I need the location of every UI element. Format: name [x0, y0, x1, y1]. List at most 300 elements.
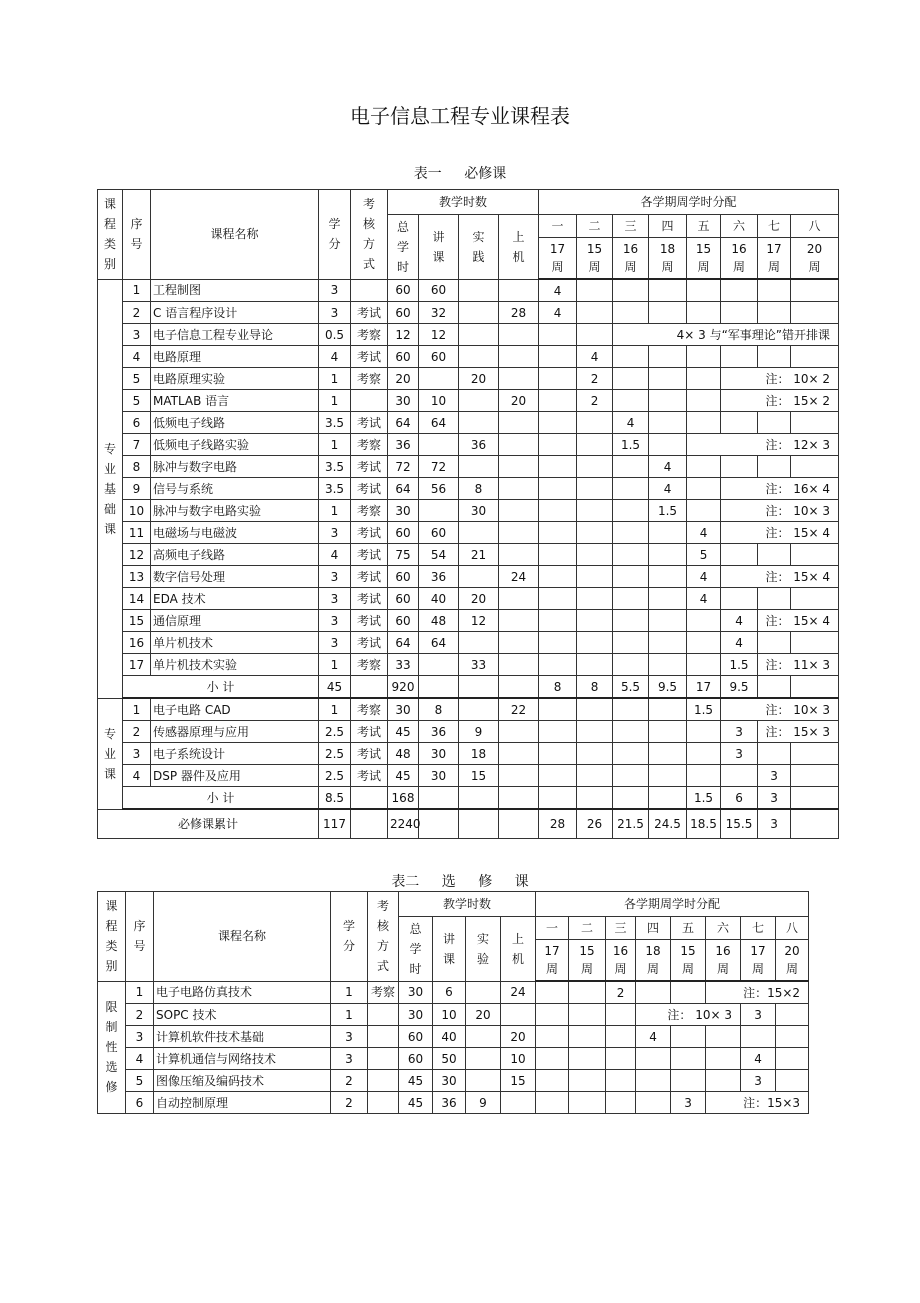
course-row	[98, 743, 839, 765]
header-weeks	[649, 238, 687, 280]
semester-note: 注： 11× 3	[758, 654, 839, 676]
course-exam: 考察	[351, 324, 388, 346]
semester-hours-8	[776, 1070, 809, 1092]
header-row	[98, 892, 809, 917]
semester-hours-2	[577, 324, 613, 346]
semester-hours-7	[758, 346, 791, 368]
course-computer-hours	[499, 434, 539, 456]
header-practice-text: 实践	[472, 229, 485, 264]
semester-hours-3	[613, 500, 649, 522]
course-seq: 2	[123, 721, 151, 743]
empty	[459, 787, 499, 810]
semester-hours-7	[758, 456, 791, 478]
semester-hours-1	[539, 368, 577, 390]
semester-hours-1	[539, 346, 577, 368]
course-exam: 考察	[368, 981, 399, 1004]
header-semester: 四	[636, 917, 671, 940]
course-computer-hours	[499, 743, 539, 765]
semester-hours-5	[687, 743, 721, 765]
semester-hours-6: 4	[721, 632, 758, 654]
course-practice-hours	[466, 981, 501, 1004]
semester-hours-1	[539, 765, 577, 787]
empty	[419, 809, 459, 839]
course-row	[98, 632, 839, 654]
header-seq	[126, 892, 154, 982]
course-computer-hours: 28	[499, 302, 539, 324]
semester-hours-3	[613, 368, 649, 390]
semester-hours-2: 2	[577, 368, 613, 390]
header-credit	[319, 190, 351, 280]
header-seq	[123, 190, 151, 280]
header-exam-text: 考核方式	[376, 899, 389, 974]
course-computer-hours	[499, 279, 539, 302]
course-lecture-hours	[419, 654, 459, 676]
semester-hours-4	[649, 765, 687, 787]
header-weeks-text: 20周	[806, 242, 823, 274]
course-lecture-hours: 60	[419, 346, 459, 368]
course-exam: 考察	[351, 698, 388, 721]
header-semester: 五	[687, 215, 721, 238]
course-total-hours: 60	[388, 279, 419, 302]
course-exam: 考试	[351, 721, 388, 743]
course-total-hours: 20	[388, 368, 419, 390]
course-credit: 1	[331, 981, 368, 1004]
course-exam: 考试	[351, 478, 388, 500]
semester-hours-7	[758, 743, 791, 765]
semester-hours-5	[687, 302, 721, 324]
course-seq: 1	[123, 698, 151, 721]
course-name: MATLAB 语言	[151, 390, 319, 412]
course-credit: 1	[319, 368, 351, 390]
semester-hours-1	[539, 566, 577, 588]
course-total-hours: 60	[388, 522, 419, 544]
semester-hours-5	[671, 1026, 706, 1048]
course-row	[98, 544, 839, 566]
header-practice	[459, 215, 499, 280]
course-row	[98, 279, 839, 302]
semester-hours-2	[569, 981, 606, 1004]
semester-hours-4	[649, 522, 687, 544]
semester-note: 注： 15× 4	[721, 566, 839, 588]
semester-note: 注：15×3	[706, 1092, 809, 1114]
course-practice-hours	[459, 566, 499, 588]
semester-note: 注： 12× 3	[687, 434, 839, 456]
header-semester: 四	[649, 215, 687, 238]
course-computer-hours: 22	[499, 698, 539, 721]
course-total-hours: 60	[388, 346, 419, 368]
course-exam: 考试	[351, 632, 388, 654]
semester-hours-7	[758, 279, 791, 302]
semester-hours-2	[577, 522, 613, 544]
header-weeks	[539, 238, 577, 280]
course-practice-hours: 20	[459, 588, 499, 610]
course-name: 计算机软件技术基础	[154, 1026, 331, 1048]
header-weeks-text: 20周	[784, 944, 800, 976]
semester-hours-6	[721, 279, 758, 302]
header-weeks	[687, 238, 721, 280]
semester-hours-1	[539, 610, 577, 632]
semester-hours-7	[758, 588, 791, 610]
semester-hours-3	[613, 743, 649, 765]
header-weeks	[606, 940, 636, 982]
course-practice-hours: 18	[459, 743, 499, 765]
course-practice-hours	[459, 279, 499, 302]
header-weeks	[721, 238, 758, 280]
semester-hours-2	[577, 302, 613, 324]
course-exam: 考试	[351, 765, 388, 787]
semester-hours-8	[791, 279, 839, 302]
course-total-hours: 64	[388, 632, 419, 654]
course-total-hours: 30	[399, 981, 433, 1004]
semester-note: 注： 15× 4	[721, 522, 839, 544]
empty	[419, 676, 459, 699]
course-credit: 3	[319, 566, 351, 588]
semester-hours-2	[569, 1048, 606, 1070]
semester-hours-5: 1.5	[687, 787, 721, 810]
course-total-hours: 30	[388, 500, 419, 522]
semester-hours-1	[536, 1004, 569, 1026]
semester-hours-2: 26	[577, 809, 613, 839]
semester-hours-4	[636, 1070, 671, 1092]
course-lecture-hours: 40	[433, 1026, 466, 1048]
course-exam: 考试	[351, 522, 388, 544]
course-lecture-hours: 54	[419, 544, 459, 566]
semester-hours-2	[577, 478, 613, 500]
course-lecture-hours: 30	[433, 1070, 466, 1092]
course-category	[98, 981, 126, 1114]
semester-hours-6	[706, 1048, 741, 1070]
semester-hours-6: 6	[721, 787, 758, 810]
header-weeks-text: 16周	[731, 242, 747, 274]
header-weeks	[741, 940, 776, 982]
course-name: 计算机通信与网络技术	[154, 1048, 331, 1070]
semester-note: 注： 10× 3	[721, 698, 839, 721]
course-row	[98, 434, 839, 456]
course-name: EDA 技术	[151, 588, 319, 610]
course-seq: 13	[123, 566, 151, 588]
semester-hours-7	[758, 676, 791, 699]
header-semester: 六	[706, 917, 741, 940]
semester-hours-4	[649, 368, 687, 390]
semester-hours-1	[539, 632, 577, 654]
course-computer-hours	[499, 368, 539, 390]
course-name: 低频电子线路实验	[151, 434, 319, 456]
header-semester: 八	[776, 917, 809, 940]
course-row	[98, 522, 839, 544]
header-exam	[368, 892, 399, 982]
course-name: 数字信号处理	[151, 566, 319, 588]
semester-hours-1: 8	[539, 676, 577, 699]
semester-hours-6	[721, 588, 758, 610]
empty	[499, 787, 539, 810]
course-lecture-hours: 8	[419, 698, 459, 721]
course-exam	[368, 1070, 399, 1092]
course-name: 信号与系统	[151, 478, 319, 500]
subtotal-total-hours: 920	[388, 676, 419, 699]
course-row	[98, 981, 809, 1004]
semester-hours-4	[649, 279, 687, 302]
semester-hours-7: 3	[758, 765, 791, 787]
semester-hours-1	[539, 698, 577, 721]
course-total-hours: 30	[388, 698, 419, 721]
header-semester-group: 各学期周学时分配	[539, 190, 839, 215]
header-computer	[499, 215, 539, 280]
semester-hours-7	[758, 632, 791, 654]
semester-hours-6	[721, 302, 758, 324]
semester-hours-1	[539, 522, 577, 544]
course-credit: 1	[319, 698, 351, 721]
header-semester: 二	[577, 215, 613, 238]
course-lecture-hours	[419, 434, 459, 456]
semester-hours-1	[539, 721, 577, 743]
grand-total-row	[98, 809, 839, 839]
semester-hours-4: 24.5	[649, 809, 687, 839]
semester-hours-2: 2	[577, 390, 613, 412]
semester-hours-6	[706, 1026, 741, 1048]
course-row	[98, 324, 839, 346]
course-credit: 3	[331, 1048, 368, 1070]
course-row	[98, 1070, 809, 1092]
empty	[459, 809, 499, 839]
header-semester: 七	[758, 215, 791, 238]
semester-hours-3	[613, 721, 649, 743]
course-exam: 考察	[351, 654, 388, 676]
course-practice-hours: 30	[459, 500, 499, 522]
course-computer-hours: 15	[501, 1070, 536, 1092]
course-name: 电磁场与电磁波	[151, 522, 319, 544]
course-computer-hours: 24	[501, 981, 536, 1004]
subtotal-row	[98, 787, 839, 810]
header-seq-text: 序号	[130, 217, 143, 252]
semester-hours-8	[791, 456, 839, 478]
course-total-hours: 45	[399, 1070, 433, 1092]
header-lecture	[433, 917, 466, 982]
course-total-hours: 45	[399, 1092, 433, 1114]
semester-hours-1	[539, 324, 577, 346]
semester-note: 注： 15× 2	[721, 390, 839, 412]
course-row	[98, 698, 839, 721]
header-category-text: 课程类别	[103, 197, 116, 272]
header-computer	[501, 917, 536, 982]
course-exam: 考试	[351, 743, 388, 765]
header-category	[98, 892, 126, 982]
course-total-hours: 60	[399, 1048, 433, 1070]
course-computer-hours	[499, 500, 539, 522]
course-seq: 5	[126, 1070, 154, 1092]
course-total-hours: 33	[388, 654, 419, 676]
empty	[459, 676, 499, 699]
semester-hours-6: 1.5	[721, 654, 758, 676]
semester-hours-7	[758, 302, 791, 324]
semester-hours-5	[687, 279, 721, 302]
course-lecture-hours: 60	[419, 279, 459, 302]
header-category	[98, 190, 123, 280]
semester-hours-5: 5	[687, 544, 721, 566]
course-practice-hours: 9	[459, 721, 499, 743]
semester-hours-1	[539, 544, 577, 566]
semester-hours-4	[649, 346, 687, 368]
semester-hours-4	[649, 544, 687, 566]
semester-hours-2	[569, 1026, 606, 1048]
course-computer-hours	[499, 654, 539, 676]
course-exam	[368, 1004, 399, 1026]
subtotal-label: 小 计	[123, 676, 319, 699]
header-semester: 六	[721, 215, 758, 238]
semester-hours-5	[687, 478, 721, 500]
course-seq: 4	[126, 1048, 154, 1070]
course-exam: 考试	[351, 302, 388, 324]
semester-hours-2	[577, 500, 613, 522]
course-row	[98, 588, 839, 610]
course-name: 传感器原理与应用	[151, 721, 319, 743]
course-seq: 6	[123, 412, 151, 434]
course-lecture-hours: 60	[419, 522, 459, 544]
semester-hours-1	[539, 500, 577, 522]
course-total-hours: 60	[388, 566, 419, 588]
course-total-hours: 60	[388, 610, 419, 632]
semester-hours-3	[613, 456, 649, 478]
course-name: SOPC 技术	[154, 1004, 331, 1026]
semester-hours-8	[776, 1026, 809, 1048]
semester-hours-1: 28	[539, 809, 577, 839]
course-lecture-hours: 56	[419, 478, 459, 500]
semester-hours-3	[613, 478, 649, 500]
semester-note: 注： 15× 4	[758, 610, 839, 632]
header-total	[399, 917, 433, 982]
course-exam	[351, 279, 388, 302]
course-credit: 3	[319, 302, 351, 324]
semester-hours-3	[613, 390, 649, 412]
semester-hours-8	[791, 588, 839, 610]
course-lecture-hours: 6	[433, 981, 466, 1004]
course-practice-hours: 12	[459, 610, 499, 632]
course-practice-hours	[459, 346, 499, 368]
semester-hours-6: 3	[721, 743, 758, 765]
semester-hours-2	[577, 434, 613, 456]
header-weeks	[758, 238, 791, 280]
header-exam-text: 考核方式	[362, 197, 375, 272]
course-row	[98, 721, 839, 743]
semester-hours-2	[577, 279, 613, 302]
semester-hours-3	[613, 566, 649, 588]
semester-hours-3	[613, 610, 649, 632]
semester-hours-4: 4	[649, 478, 687, 500]
header-weeks-text: 16周	[715, 944, 731, 976]
semester-hours-1	[536, 1070, 569, 1092]
course-practice-hours: 33	[459, 654, 499, 676]
course-credit: 1	[319, 434, 351, 456]
course-row	[98, 368, 839, 390]
course-category-text: 专业基础课	[103, 441, 116, 536]
course-seq: 1	[126, 981, 154, 1004]
course-computer-hours	[499, 610, 539, 632]
course-total-hours: 72	[388, 456, 419, 478]
course-credit: 3.5	[319, 478, 351, 500]
header-weeks	[613, 238, 649, 280]
semester-hours-2	[577, 566, 613, 588]
course-lecture-hours	[419, 500, 459, 522]
semester-hours-5	[687, 412, 721, 434]
semester-hours-8	[776, 1004, 809, 1026]
semester-hours-5: 18.5	[687, 809, 721, 839]
semester-hours-7: 3	[758, 809, 791, 839]
course-lecture-hours: 50	[433, 1048, 466, 1070]
empty	[419, 787, 459, 810]
semester-hours-5	[687, 765, 721, 787]
course-credit: 1	[319, 654, 351, 676]
semester-hours-5	[687, 654, 721, 676]
course-total-hours: 45	[388, 721, 419, 743]
course-practice-hours: 9	[466, 1092, 501, 1114]
course-name: C 语言程序设计	[151, 302, 319, 324]
table2-caption: 表二 选 修 课	[391, 874, 529, 890]
subtotal-row	[98, 676, 839, 699]
semester-hours-2: 8	[577, 676, 613, 699]
semester-hours-3: 1.5	[613, 434, 649, 456]
semester-hours-1	[536, 1048, 569, 1070]
semester-hours-2	[577, 610, 613, 632]
semester-hours-3	[613, 279, 649, 302]
semester-hours-1	[539, 588, 577, 610]
course-credit: 2.5	[319, 721, 351, 743]
semester-hours-3	[613, 588, 649, 610]
course-row	[98, 765, 839, 787]
semester-hours-7: 4	[741, 1048, 776, 1070]
course-seq: 4	[123, 346, 151, 368]
semester-hours-1	[536, 1092, 569, 1114]
semester-hours-7	[758, 412, 791, 434]
semester-hours-1: 4	[539, 302, 577, 324]
header-weeks-text: 18周	[645, 944, 661, 976]
course-category-text: 限制性选修	[105, 1000, 118, 1095]
course-lecture-hours	[419, 368, 459, 390]
course-row	[98, 500, 839, 522]
semester-hours-8	[791, 765, 839, 787]
course-lecture-hours: 72	[419, 456, 459, 478]
header-weeks	[636, 940, 671, 982]
course-total-hours: 30	[399, 1004, 433, 1026]
course-practice-hours: 8	[459, 478, 499, 500]
course-computer-hours	[499, 522, 539, 544]
course-exam: 考察	[351, 500, 388, 522]
semester-hours-3	[613, 654, 649, 676]
course-name: 电子电路 CAD	[151, 698, 319, 721]
course-lecture-hours: 64	[419, 632, 459, 654]
semester-hours-3	[613, 698, 649, 721]
semester-hours-7: 3	[741, 1070, 776, 1092]
course-seq: 3	[126, 1026, 154, 1048]
header-weeks-text: 17周	[549, 242, 566, 274]
semester-hours-2	[577, 721, 613, 743]
header-total-text: 总学时	[409, 921, 422, 976]
course-credit: 2	[331, 1070, 368, 1092]
course-lecture-hours: 36	[419, 566, 459, 588]
course-computer-hours	[501, 1004, 536, 1026]
course-row	[98, 566, 839, 588]
course-exam: 考试	[351, 588, 388, 610]
semester-hours-4	[649, 434, 687, 456]
semester-hours-2	[569, 1070, 606, 1092]
semester-hours-2	[577, 544, 613, 566]
grand-total-hours: 2240	[388, 809, 419, 839]
semester-hours-5	[687, 368, 721, 390]
semester-hours-2	[577, 698, 613, 721]
semester-hours-6	[706, 1070, 741, 1092]
semester-hours-3	[613, 346, 649, 368]
course-credit: 2	[331, 1092, 368, 1114]
subtotal-label: 小 计	[123, 787, 319, 810]
course-lecture-hours: 10	[433, 1004, 466, 1026]
